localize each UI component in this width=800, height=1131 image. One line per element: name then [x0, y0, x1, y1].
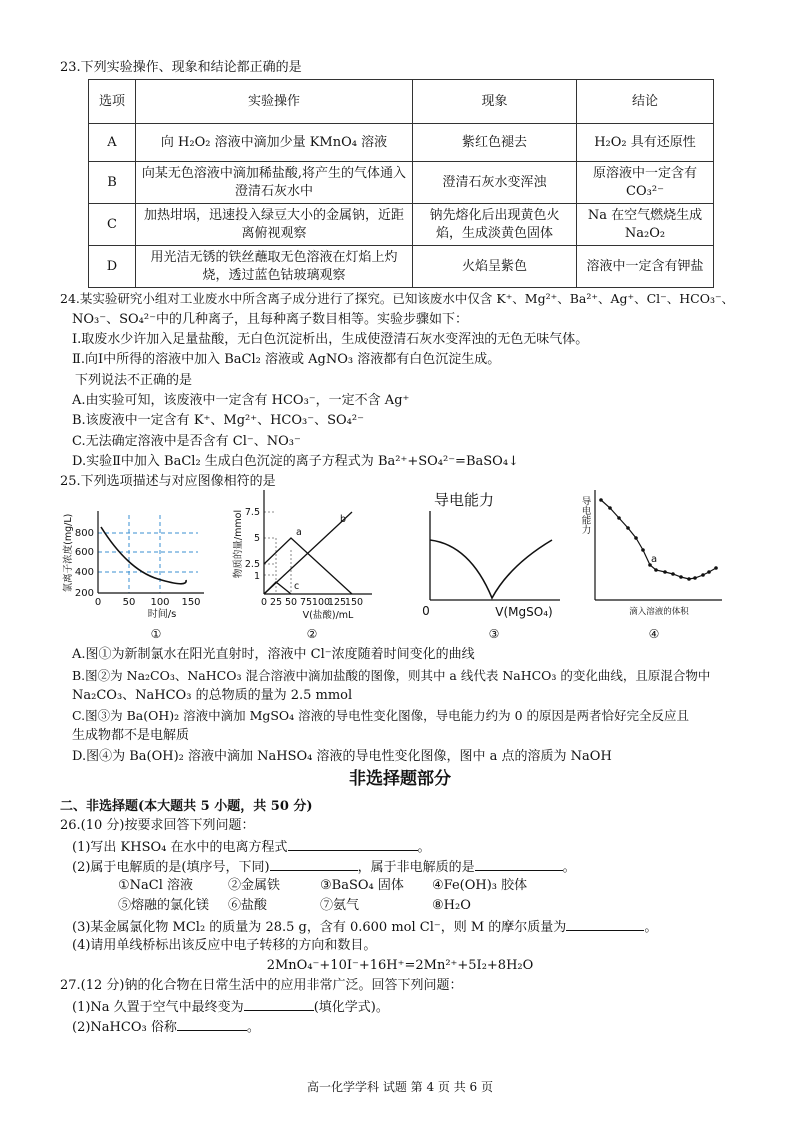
col-header-phenomenon: 现象	[413, 80, 577, 124]
q26-sub2-text-a: (2)属于电解质的是(填序号，下同)	[72, 860, 270, 875]
q26-sub1-text: (1)写出 KHSO₄ 在水中的电离方程式	[72, 840, 288, 855]
period: 。	[417, 840, 431, 855]
q26-sub4: (4)请用单线桥标出该反应中电子转移的方向和数目。	[72, 938, 377, 953]
list-item: ②金属铁	[228, 878, 281, 893]
q24-stem-line1: 24.某实验研究小组对工业废水中所含离子成分进行了探究。已知该废水中仅含 K⁺、Mg²⁺、Ba²⁺、Ag⁺、Cl⁻、HCO₃⁻、	[60, 291, 735, 306]
x-axis-label: 滴入溶液的体积	[629, 607, 689, 617]
col-header-option: 选项	[89, 80, 136, 124]
period: 。	[562, 860, 576, 875]
y-tick-label: 200	[74, 588, 94, 599]
y-tick-label: 400	[74, 567, 94, 578]
q24-step1: Ⅰ.取废水少许加入足量盐酸，无白色沉淀析出，生成使澄清石灰水变浑浊的无色无味气体。	[72, 332, 589, 347]
table-row	[89, 246, 714, 288]
figure-number: ②	[306, 627, 318, 641]
q27-sub1-text-b: (填化学式)。	[313, 1000, 389, 1015]
x-tick-label: 100	[311, 597, 331, 608]
list-item: ④Fe(OH)₃ 胶体	[432, 878, 528, 893]
y-tick-label: 1	[253, 571, 260, 582]
figure-number: ③	[488, 627, 500, 641]
q26-sub3	[72, 918, 657, 936]
q26-equation: 2MnO₄⁻+10I⁻+16H⁺=2Mn²⁺+5I₂+8H₂O	[266, 958, 534, 973]
answer-blank[interactable]	[244, 998, 314, 1011]
col-header-conclusion: 结论	[577, 80, 714, 124]
x-tick-label: 50	[122, 597, 136, 608]
cell-conclusion: Na 在空气燃烧生成 Na₂O₂	[577, 204, 714, 246]
list-item: ③BaSO₄ 固体	[320, 878, 404, 893]
cell-phenomenon: 钠先熔化后出现黄色火焰，生成淡黄色固体	[413, 204, 577, 246]
q26-sub3-text: (3)某金属氯化物 MCl₂ 的质量为 28.5 g，含有 0.600 mol Cl⁻，则 M 的摩尔质量为	[72, 920, 567, 935]
period: 。	[246, 1020, 260, 1035]
q25-option-b-line1: B.图②为 Na₂CO₃、NaHCO₃ 混合溶液中滴加盐酸的图像，则其中 a 线代表 NaHCO₃ 的变化曲线，且原混合物中	[72, 668, 711, 683]
cell-phenomenon: 澄清石灰水变浑浊	[413, 162, 577, 204]
page-footer: 高一化学学科 试题 第 4 页 共 6 页	[307, 1080, 493, 1094]
table-row	[89, 162, 714, 204]
q24-stem-line2: NO₃⁻、SO₄²⁻中的几种离子，且每种离子数目相等。实验步骤如下：	[72, 312, 468, 327]
q27-sub1-text-a: (1)Na 久置于空气中最终变为	[72, 1000, 244, 1015]
x-tick-label: 25	[269, 597, 283, 608]
figure-number: ④	[648, 627, 660, 641]
part2-heading: 二、非选择题(本大题共 5 小题，共 50 分)	[60, 799, 313, 814]
answer-blank[interactable]	[475, 858, 563, 871]
cell-operation: 向某无色溶液中滴加稀盐酸,将产生的气体通入澄清石灰水中	[136, 162, 413, 204]
line-label-c: c	[294, 581, 300, 592]
y-tick-label: 5	[253, 533, 260, 544]
x-tick-label: 150	[181, 597, 201, 608]
q24-option-a: A.由实验可知，该废液中一定含有 HCO₃⁻，一定不含 Ag⁺	[72, 393, 410, 408]
answer-blank[interactable]	[288, 838, 418, 851]
x-tick-label: 75	[299, 597, 313, 608]
cell-operation: 加热坩埚，迅速投入绿豆大小的金属钠，近距离俯视观察	[136, 204, 413, 246]
cell-operation: 向 H₂O₂ 溶液中滴加少量 KMnO₄ 溶液	[136, 124, 413, 162]
y-axis-label: 导电能力	[579, 496, 591, 534]
section-title: 非选择题部分	[349, 769, 451, 789]
list-item: ⑥盐酸	[228, 898, 268, 913]
table-row	[89, 124, 714, 162]
q25-option-c-line1: C.图③为 Ba(OH)₂ 溶液中滴加 MgSO₄ 溶液的导电性变化图像，导电能力约为 0 的原因是两者恰好完全反应且	[72, 708, 690, 723]
q26-items-row1	[118, 878, 527, 894]
q26-sub2-text-b: ，属于非电解质的是	[357, 860, 475, 875]
q27-sub2	[72, 1018, 260, 1036]
figure-title: 导电能力	[434, 491, 495, 509]
period: 。	[644, 920, 658, 935]
q27-sub2-text: (2)NaHCO₃ 俗称	[72, 1020, 177, 1035]
q25-option-a: A.图①为新制氯水在阳光直射时，溶液中 Cl⁻浓度随着时间变化的曲线	[72, 647, 475, 662]
answer-blank[interactable]	[270, 858, 358, 871]
q24-option-b: B.该废液中一定含有 K⁺、Mg²⁺、HCO₃⁻、SO₄²⁻	[72, 413, 364, 428]
y-axis-label: 物质的量/mmol	[233, 509, 244, 579]
figure-2	[230, 482, 380, 645]
list-item: ⑤熔融的氯化镁	[118, 898, 210, 913]
cell-option: D	[89, 246, 136, 288]
q26-items-row2	[118, 898, 471, 914]
figure-1	[58, 495, 208, 645]
list-item: ①NaCl 溶液	[118, 878, 194, 893]
col-header-operation: 实验操作	[136, 80, 413, 124]
y-tick-label: 7.5	[244, 507, 260, 518]
q25-stem: 25.下列选项描述与对应图像相符的是	[60, 474, 276, 489]
cell-option: C	[89, 204, 136, 246]
q26-sub1	[72, 838, 431, 856]
line-label-b: b	[340, 514, 347, 525]
x-axis-label: V(盐酸)/mL	[302, 610, 354, 621]
x-tick-label: 125	[327, 597, 347, 608]
cell-conclusion: 原溶液中一定含有 CO₃²⁻	[577, 162, 714, 204]
table-row	[89, 204, 714, 246]
x-tick-label: 150	[344, 597, 364, 608]
figure-4	[577, 482, 727, 645]
point-label-a: a	[651, 554, 658, 565]
q24-option-d: D.实验Ⅱ中加入 BaCl₂ 生成白色沉淀的离子方程式为 Ba²⁺+SO₄²⁻=BaSO₄↓	[72, 454, 519, 469]
x-tick-label: 100	[150, 597, 170, 608]
x-tick-label: 0	[94, 597, 102, 608]
y-tick-label: 600	[74, 547, 94, 558]
origin-label: 0	[422, 604, 430, 618]
q26-stem: 26.(10 分)按要求回答下列问题：	[60, 818, 255, 833]
q23-table	[88, 79, 714, 288]
y-axis-label: 氯离子浓度(mg/L)	[63, 513, 74, 593]
answer-blank[interactable]	[566, 918, 644, 931]
q25-option-c-line2: 生成物都不是电解质	[72, 728, 190, 743]
q26-sub2	[72, 858, 576, 876]
q24-option-c: C.无法确定溶液中是否含有 Cl⁻、NO₃⁻	[72, 434, 301, 449]
q27-sub1	[72, 998, 389, 1016]
cell-option: A	[89, 124, 136, 162]
cell-phenomenon: 紫红色褪去	[413, 124, 577, 162]
q24-step2: Ⅱ.向Ⅰ中所得的溶液中加入 BaCl₂ 溶液或 AgNO₃ 溶液都有白色沉淀生成。	[72, 352, 501, 367]
x-axis-label: 时间/s	[147, 609, 177, 620]
y-tick-label: 2.5	[244, 559, 260, 570]
figure-number: ①	[150, 627, 162, 641]
list-item: ⑧H₂O	[432, 898, 471, 913]
cell-phenomenon: 火焰呈紫色	[413, 246, 577, 288]
x-axis-label: V(MgSO₄)	[495, 605, 553, 619]
figure-3	[420, 485, 570, 645]
cell-operation: 用光洁无锈的铁丝蘸取无色溶液在灯焰上灼烧，透过蓝色钴玻璃观察	[136, 246, 413, 288]
y-tick-label: 800	[74, 528, 94, 539]
q27-stem: 27.(12 分)钠的化合物在日常生活中的应用非常广泛。回答下列问题：	[60, 978, 463, 993]
q24-ask: 下列说法不正确的是	[75, 373, 193, 388]
x-tick-label: 50	[284, 597, 298, 608]
cell-conclusion: H₂O₂ 具有还原性	[577, 124, 714, 162]
list-item: ⑦氨气	[320, 898, 360, 913]
q23-stem: 23.下列实验操作、现象和结论都正确的是	[60, 60, 302, 75]
cell-conclusion: 溶液中一定含有钾盐	[577, 246, 714, 288]
x-tick-label: 0	[260, 597, 268, 608]
answer-blank[interactable]	[177, 1018, 247, 1031]
line-label-a: a	[296, 527, 302, 538]
q25-option-d: D.图④为 Ba(OH)₂ 溶液中滴加 NaHSO₄ 溶液的导电性变化图像，图中 a 点的溶质为 NaOH	[72, 749, 612, 764]
q25-option-b-line2: Na₂CO₃、NaHCO₃ 的总物质的量为 2.5 mmol	[72, 688, 353, 703]
cell-option: B	[89, 162, 136, 204]
